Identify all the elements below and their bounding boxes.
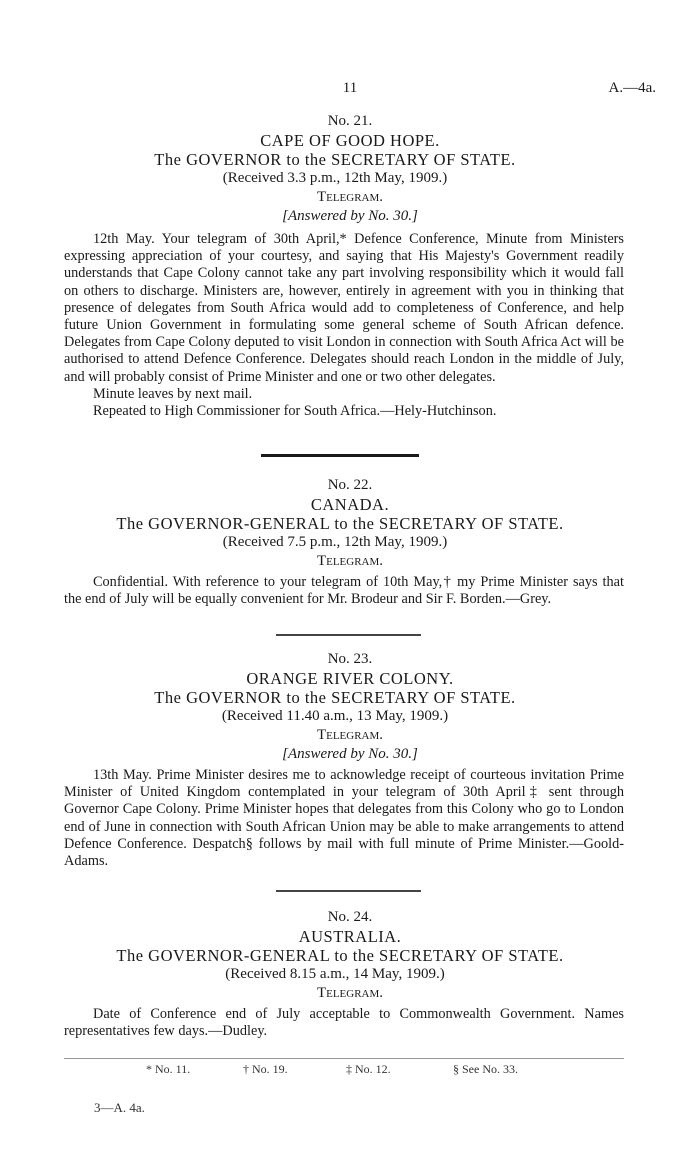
paragraph: 13th May. Prime Minister desires me to acknowledge receipt of courteous invitation Prime Minister of United Kingdom contemplated in your telegram of 30th April‡ sent through Governor Cape Colony. Prime Minister hopes that delegates from this Colony who go to London end of June in connection with South African Union may be able to make arrangements to attend Defence Conference. Despatch§ follows by mail with full minute of Prime Minister.—Goold-Adams. xyxy=(64,767,624,870)
received-line: (Received 11.40 a.m., 13 May, 1909.) xyxy=(221,708,449,724)
telegram-label: Telegram. xyxy=(316,553,384,569)
from-to-line: The GOVERNOR-GENERAL to the SECRETARY OF STATE. xyxy=(116,514,564,533)
footnote-separator xyxy=(64,1058,624,1059)
telegram-label: Telegram. xyxy=(316,727,384,743)
page-reference: A.—4a. xyxy=(608,80,656,96)
footnote: § See No. 33. xyxy=(453,1062,518,1076)
telegram-body-24 xyxy=(64,1006,624,1040)
received-line: (Received 3.3 p.m., 12th May, 1909.) xyxy=(222,170,448,186)
from-to-line: The GOVERNOR-GENERAL to the SECRETARY OF STATE. xyxy=(116,946,564,965)
section-divider xyxy=(276,634,421,636)
colony-heading: CAPE OF GOOD HOPE. xyxy=(260,131,440,150)
colony-heading: AUSTRALIA. xyxy=(298,927,402,946)
paragraph: 12th May. Your telegram of 30th April,* Defence Conference, Minute from Ministers expressing appreciation of your courtesy, and saying that His Majesty's Government readily understands that Cape Colony cannot take any part involving responsibility which it would fall on others to discharge. Ministers are, however, entirely in agreement with you in thinking that presence of delegates from South Africa would add to completeness of Conference, and help future Union Government in formulating some general scheme of South African defence. Delegates from Cape Colony deputed to visit London in connection with South Africa Act will be authorised to attend Defence Conference. Delegates should reach London in the middle of July, and will probably consist of Prime Minister and one or two other delegates. xyxy=(64,231,624,385)
doc-number: No. 21. xyxy=(327,113,373,129)
paragraph: Minute leaves by next mail. xyxy=(93,385,253,402)
answered-note: [Answered by No. 30.] xyxy=(282,208,418,224)
telegram-no-23 xyxy=(0,650,700,764)
received-line: (Received 8.15 a.m., 14 May, 1909.) xyxy=(225,966,445,982)
doc-number: No. 23. xyxy=(327,651,373,667)
from-to-line: The GOVERNOR to the SECRETARY OF STATE. xyxy=(154,150,516,169)
paragraph: Confidential. With reference to your telegram of 10th May,† my Prime Minister says that the end of July will be equally convenient for Mr. Brodeur and Sir F. Borden.—Grey. xyxy=(64,574,624,608)
footnote: * No. 11. xyxy=(146,1062,191,1076)
telegram-body-22 xyxy=(64,574,624,608)
signature-mark: 3—A. 4a. xyxy=(94,1100,145,1115)
paragraph: Date of Conference end of July acceptable to Commonwealth Government. Names representatives few days.—Dudley. xyxy=(64,1006,624,1040)
colony-heading: CANADA. xyxy=(310,495,390,514)
footnote: † No. 19. xyxy=(243,1062,288,1076)
section-divider xyxy=(261,454,419,457)
telegram-body-21 xyxy=(64,231,624,420)
answered-note: [Answered by No. 30.] xyxy=(282,746,418,762)
doc-number: No. 22. xyxy=(327,477,373,493)
paragraph: Repeated to High Commissioner for South Africa.—Hely-Hutchinson. xyxy=(93,403,497,420)
from-to-line: The GOVERNOR to the SECRETARY OF STATE. xyxy=(154,688,516,707)
page-number: 11 xyxy=(342,80,358,96)
doc-number: No. 24. xyxy=(327,909,373,925)
telegram-no-24 xyxy=(0,908,700,1003)
footnote: ‡ No. 12. xyxy=(346,1062,391,1076)
telegram-label: Telegram. xyxy=(316,189,384,205)
received-line: (Received 7.5 p.m., 12th May, 1909.) xyxy=(222,534,448,550)
telegram-body-23 xyxy=(64,767,624,870)
telegram-label: Telegram. xyxy=(316,985,384,1001)
section-divider xyxy=(276,890,421,892)
telegram-no-22 xyxy=(0,476,700,571)
colony-heading: ORANGE RIVER COLONY. xyxy=(246,669,454,688)
telegram-no-21 xyxy=(0,112,700,226)
